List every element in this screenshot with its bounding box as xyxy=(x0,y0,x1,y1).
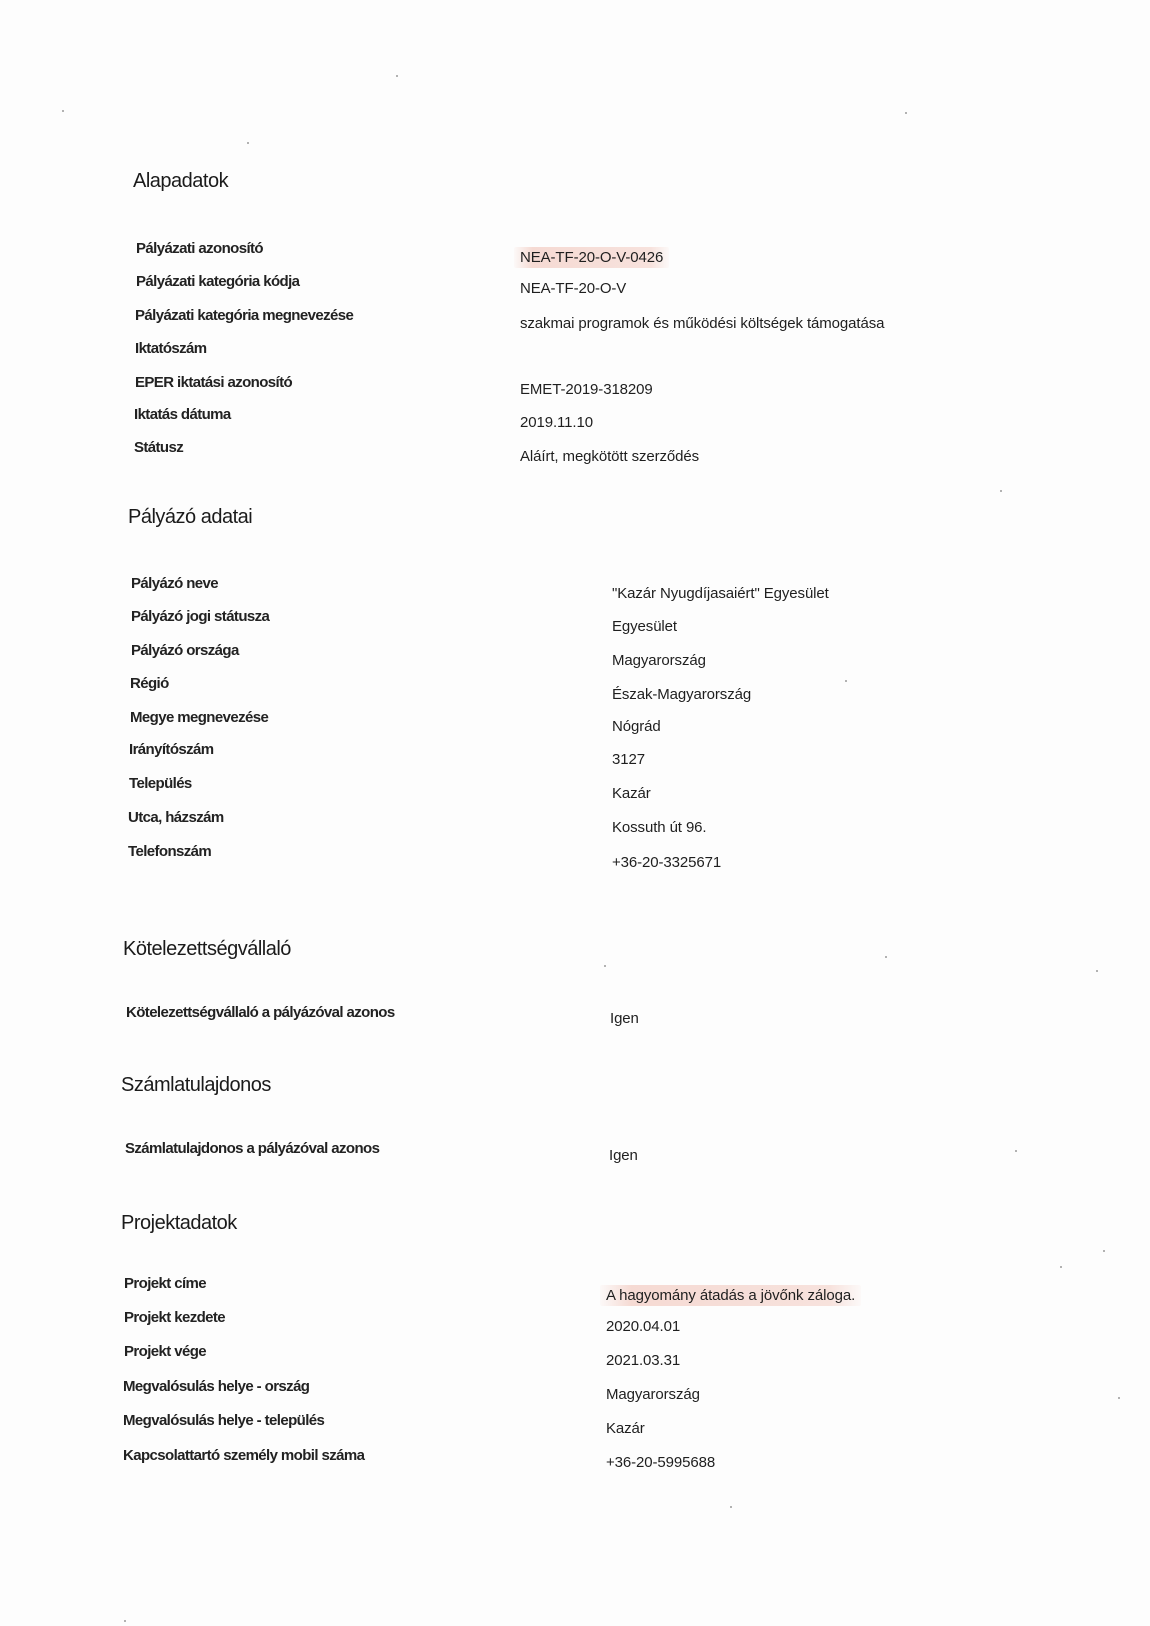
scan-speck xyxy=(1000,490,1002,492)
value-kotelezettsegvallalo-azonos: Igen xyxy=(610,1010,639,1027)
label-kotelezettsegvallalo-azonos: Kötelezettségvállaló a pályázóval azonos xyxy=(126,1004,395,1021)
label-statusz: Státusz xyxy=(134,439,184,456)
section-title-kotelezettsegvallalo: Kötelezettségvállaló xyxy=(123,938,291,960)
label-megye: Megye megnevezése xyxy=(130,709,269,726)
scan-speck xyxy=(1103,1250,1105,1252)
value-megye: Nógrád xyxy=(612,718,661,735)
scan-speck xyxy=(1096,970,1098,972)
scan-speck xyxy=(247,142,249,144)
scan-speck xyxy=(845,680,847,682)
value-megvalosulas-orszag: Magyarország xyxy=(606,1386,700,1403)
label-palyazo-neve: Pályázó neve xyxy=(131,575,219,592)
label-utca-hazszam: Utca, házszám xyxy=(128,809,224,826)
scan-speck xyxy=(396,75,398,77)
value-iranyitoszam: 3127 xyxy=(612,751,645,768)
value-kategoria-kodja: NEA-TF-20-O-V xyxy=(520,280,627,297)
label-telefonszam: Telefonszám xyxy=(128,843,212,860)
scan-speck xyxy=(1060,1266,1062,1268)
label-iktatas-datuma: Iktatás dátuma xyxy=(134,406,231,423)
label-regio: Régió xyxy=(130,675,169,692)
value-kapcsolattarto-mobil: +36-20-5995688 xyxy=(606,1454,716,1471)
value-statusz: Aláírt, megkötött szerződés xyxy=(520,448,700,465)
label-projekt-vege: Projekt vége xyxy=(124,1343,207,1360)
value-projekt-vege: 2021.03.31 xyxy=(606,1352,681,1369)
value-palyazo-neve: "Kazár Nyugdíjasaiért" Egyesület xyxy=(612,585,829,602)
label-kategoria-megnevezese: Pályázati kategória megnevezése xyxy=(135,307,354,324)
label-megvalosulas-telepules: Megvalósulás helye - település xyxy=(123,1412,325,1429)
value-projekt-kezdete: 2020.04.01 xyxy=(606,1318,681,1335)
value-palyazati-azonosito: NEA-TF-20-O-V-0426 xyxy=(514,247,669,268)
scan-speck xyxy=(1015,1150,1017,1152)
value-kategoria-megnevezese: szakmai programok és működési költségek támogatása xyxy=(520,315,885,332)
value-iktatas-datuma: 2019.11.10 xyxy=(520,414,593,431)
label-szamlatulajdonos-azonos: Számlatulajdonos a pályázóval azonos xyxy=(125,1140,380,1157)
value-projekt-cime: A hagyomány átadás a jövőnk záloga. xyxy=(600,1285,861,1306)
label-kategoria-kodja: Pályázati kategória kódja xyxy=(136,273,300,290)
value-telefonszam: +36-20-3325671 xyxy=(612,854,722,871)
value-megvalosulas-telepules: Kazár xyxy=(606,1420,645,1437)
value-telepules: Kazár xyxy=(612,785,651,802)
label-iktatoszam: Iktatószám xyxy=(135,340,207,357)
label-eper-azonosito: EPER iktatási azonosító xyxy=(135,374,293,391)
label-palyazo-orszaga: Pályázó országa xyxy=(131,642,239,659)
section-title-palyazo-adatai: Pályázó adatai xyxy=(128,506,253,528)
scan-speck xyxy=(604,965,606,967)
value-jogi-statusz: Egyesület xyxy=(612,618,677,635)
label-jogi-statusz: Pályázó jogi státusza xyxy=(131,608,270,625)
scan-speck xyxy=(905,112,907,114)
value-regio: Észak-Magyarország xyxy=(612,686,752,703)
scan-speck xyxy=(885,956,887,958)
scan-speck xyxy=(730,1506,732,1508)
section-title-alapadatok: Alapadatok xyxy=(133,170,229,192)
label-iranyitoszam: Irányítószám xyxy=(129,741,214,758)
value-szamlatulajdonos-azonos: Igen xyxy=(609,1147,638,1164)
label-projekt-kezdete: Projekt kezdete xyxy=(124,1309,226,1326)
label-palyazati-azonosito: Pályázati azonosító xyxy=(136,240,263,257)
label-megvalosulas-orszag: Megvalósulás helye - ország xyxy=(123,1378,310,1395)
scan-speck xyxy=(1118,1397,1120,1399)
section-title-projektadatok: Projektadatok xyxy=(121,1212,237,1234)
section-title-szamlatulajdonos: Számlatulajdonos xyxy=(121,1074,271,1096)
value-eper-azonosito: EMET-2019-318209 xyxy=(520,381,653,398)
value-utca-hazszam: Kossuth út 96. xyxy=(612,819,707,836)
label-telepules: Település xyxy=(129,775,192,792)
scan-speck xyxy=(62,110,64,112)
value-palyazo-orszaga: Magyarország xyxy=(612,652,706,669)
scan-speck xyxy=(124,1620,126,1622)
label-kapcsolattarto-mobil: Kapcsolattartó személy mobil száma xyxy=(123,1447,365,1464)
label-projekt-cime: Projekt címe xyxy=(124,1275,207,1292)
